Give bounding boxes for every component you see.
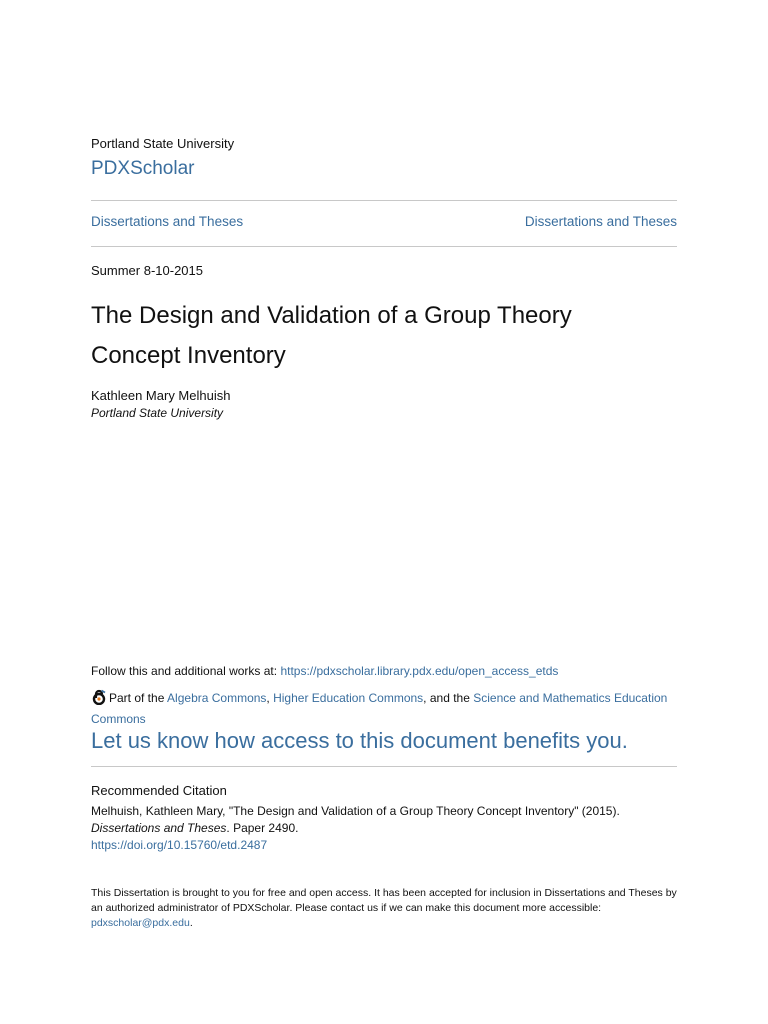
access-statement-text: This Dissertation is brought to you for free and open access. It has been accepted for inclusion in Dissertations and Theses by an authorized administrator of PDXScholar. Please contact us if we can make this document more accessible:	[91, 887, 677, 914]
science-math-education-commons-link[interactable]: Science and Mathematics Education Commons	[91, 691, 668, 726]
document-title: The Design and Validation of a Group Theory Concept Inventory	[91, 302, 572, 369]
follow-line	[91, 664, 558, 678]
institution-name: Portland State University	[91, 136, 235, 151]
part-of-prefix: Part of the	[109, 691, 168, 705]
higher-education-commons-link[interactable]: Higher Education Commons	[273, 691, 424, 705]
part-of-sep2: , and the	[423, 691, 474, 705]
part-of-line	[91, 688, 677, 730]
publication-date: Summer 8-10-2015	[91, 263, 203, 278]
open-access-icon	[91, 689, 107, 705]
collection-row	[91, 214, 677, 229]
citation-paper: . Paper 2490.	[226, 821, 299, 835]
algebra-commons-link[interactable]: Algebra Commons	[167, 691, 267, 705]
part-of-sep1: ,	[266, 691, 274, 705]
follow-url-link[interactable]: https://pdxscholar.library.pdx.edu/open_access_etds	[280, 664, 559, 678]
author-affiliation: Portland State University	[91, 406, 224, 420]
author-name: Kathleen Mary Melhuish	[91, 388, 231, 403]
contact-email-link[interactable]: pdxscholar@pdx.edu	[91, 917, 190, 929]
collection-link-left[interactable]: Dissertations and Theses	[91, 214, 244, 229]
citation-text	[91, 803, 677, 854]
citation-heading: Recommended Citation	[91, 783, 227, 798]
divider-bottom	[91, 766, 677, 767]
citation-series: Dissertations and Theses	[91, 821, 227, 835]
access-statement	[91, 886, 677, 931]
follow-label: Follow this and additional works at:	[91, 664, 281, 678]
citation-doi-link[interactable]: https://doi.org/10.15760/etd.2487	[91, 838, 268, 852]
collection-link-right[interactable]: Dissertations and Theses	[524, 214, 677, 229]
citation-line1: Melhuish, Kathleen Mary, "The Design and Validation of a Group Theory Concept Inventory" (2015).	[91, 804, 620, 818]
access-statement-end: .	[189, 917, 193, 929]
feedback-link[interactable]: Let us know how access to this document benefits you.	[91, 728, 628, 753]
divider-middle	[91, 246, 677, 247]
repository-link[interactable]: PDXScholar	[91, 158, 195, 179]
divider-top	[91, 200, 677, 201]
